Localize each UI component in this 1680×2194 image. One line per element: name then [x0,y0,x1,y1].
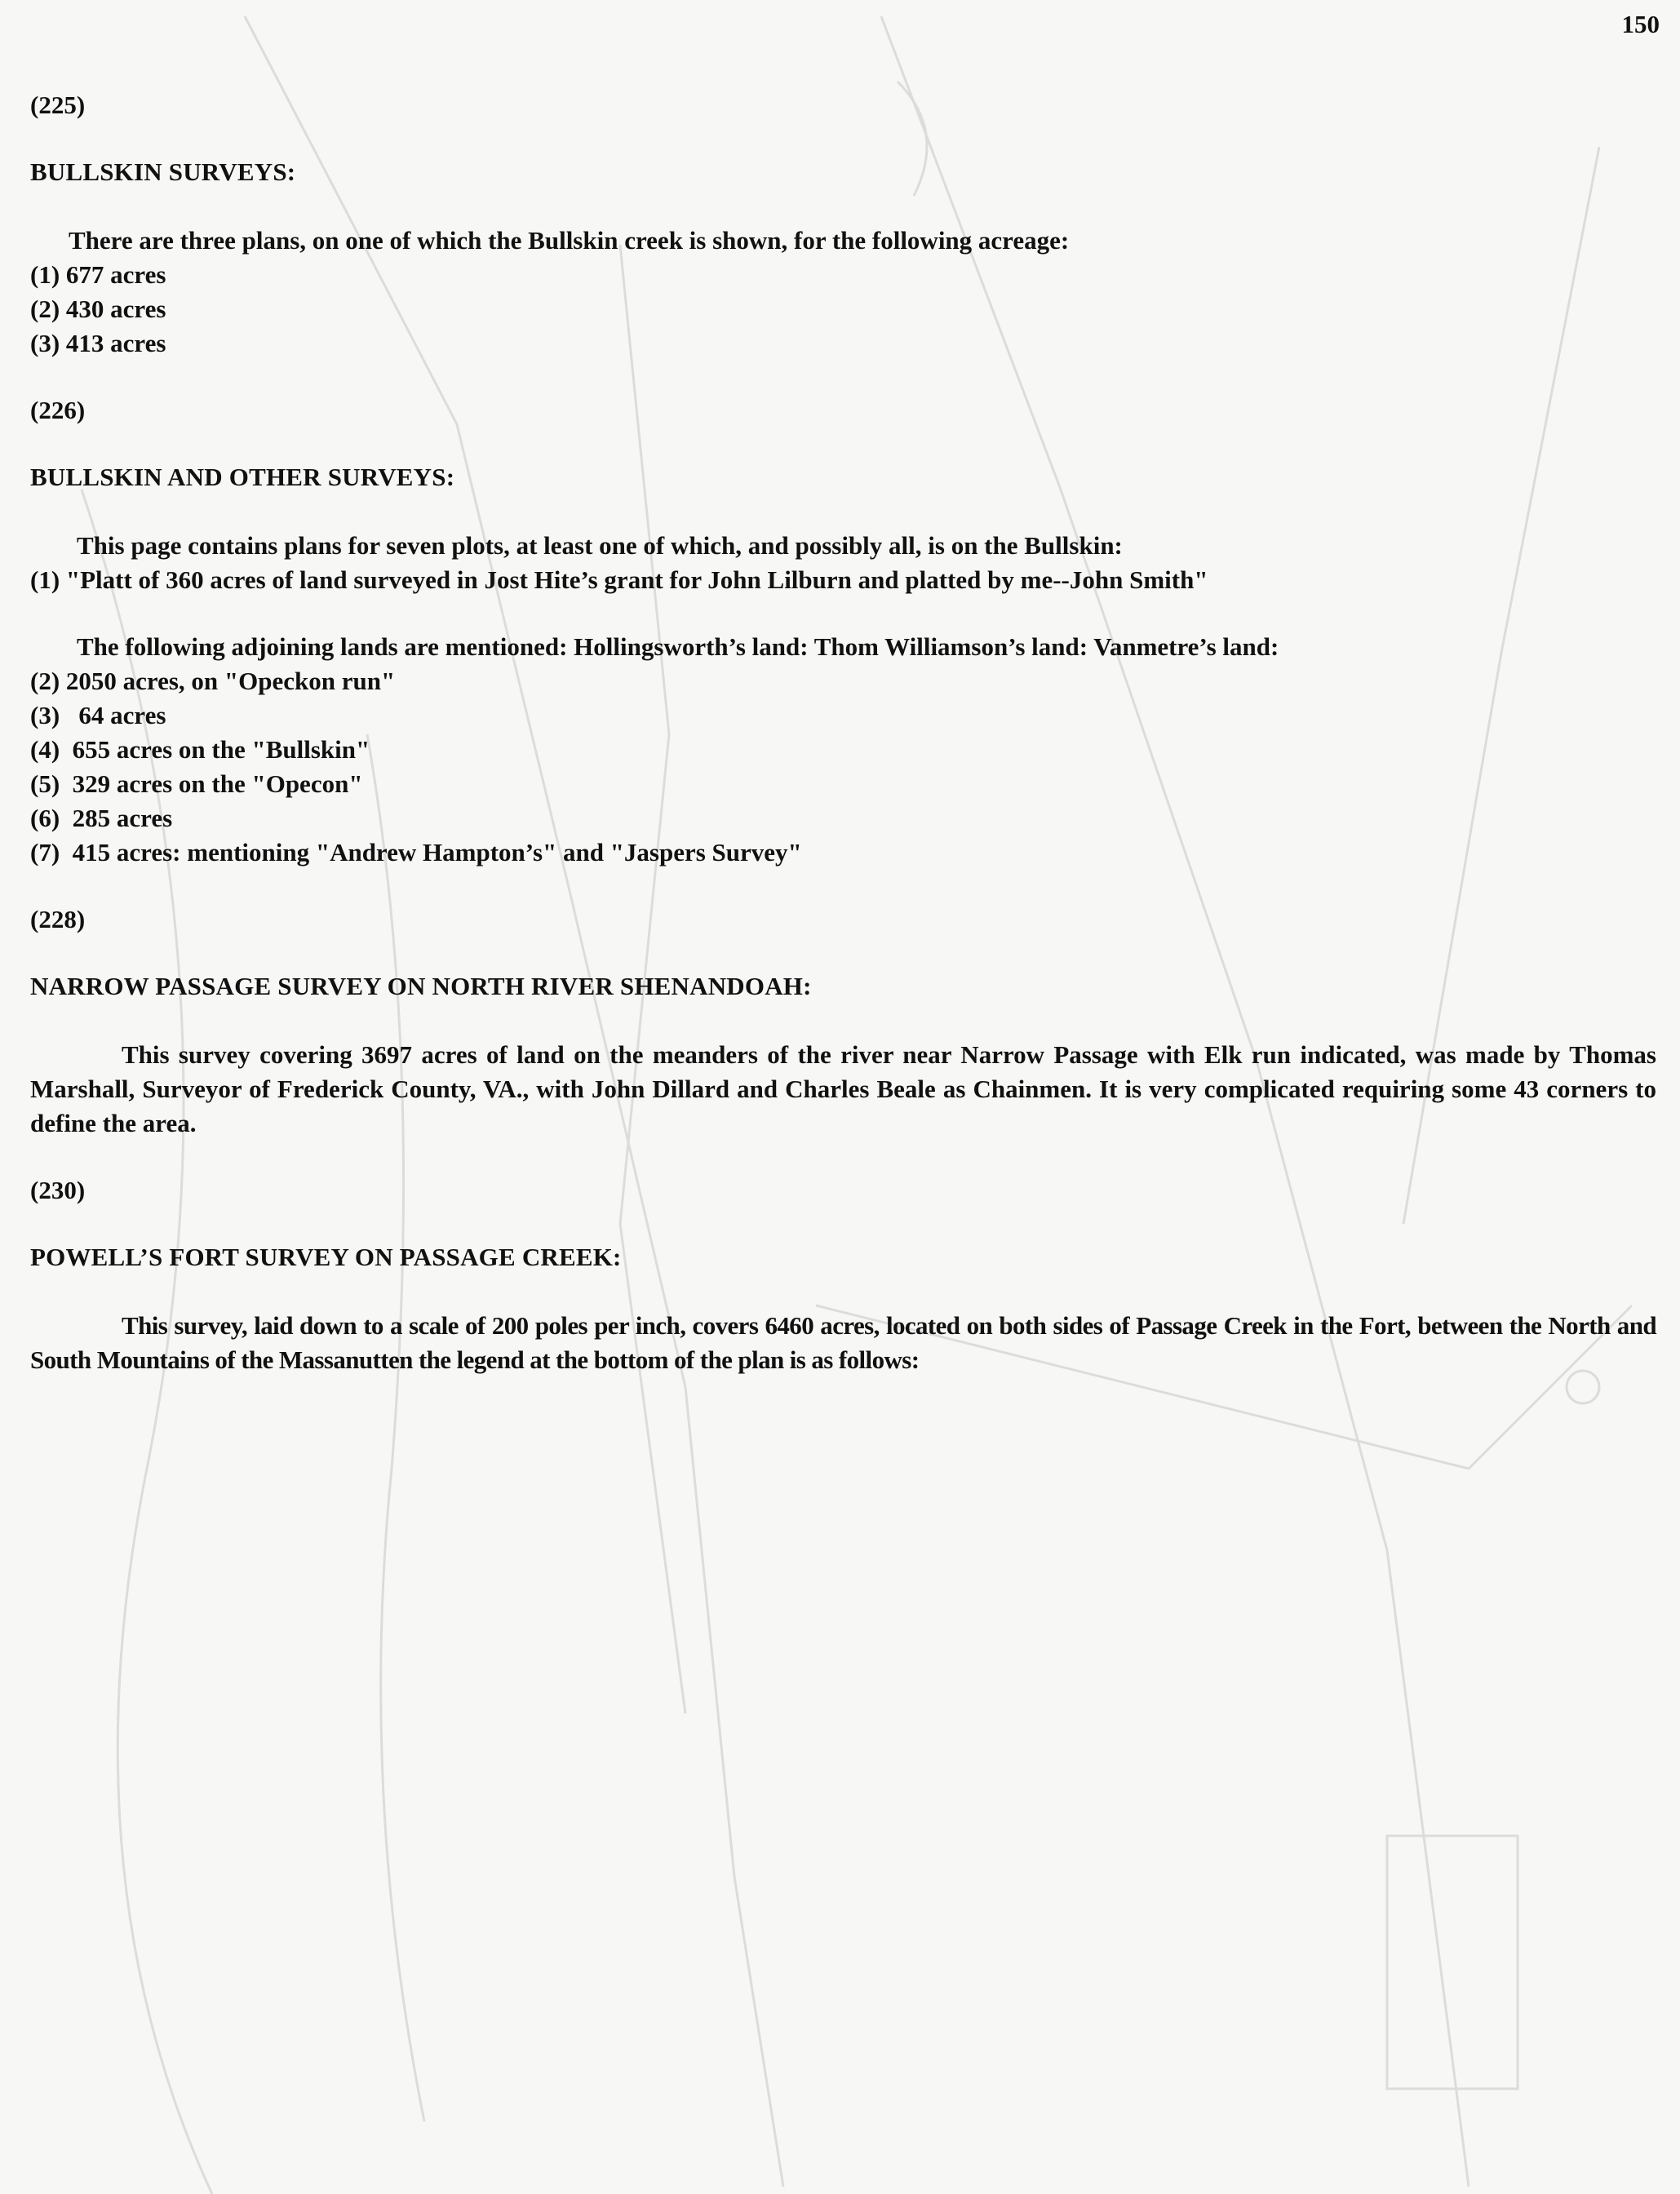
section-intro: This page contains plans for seven plots, at least one of which, and possibly all, is on the Bullskin: [77,531,1123,560]
list-item: (6) 285 acres [30,804,173,832]
section-heading-bullskin-surveys: BULLSKIN SURVEYS: [30,157,296,186]
list-item: (2) 2050 acres, on "Opeckon run" [30,667,396,695]
list-item: (7) 415 acres: mentioning "Andrew Hampton’s" and "Jaspers Survey" [30,838,802,867]
entry-number-225: (225) [30,91,86,119]
list-item: (5) 329 acres on the "Opecon" [30,769,363,798]
adjoining-lands-text: The following adjoining lands are mentioned: Hollingsworth’s land: Thom Williamson’s land: Vanmetre’s land: [77,632,1279,661]
list-item: (3) 413 acres [30,329,166,357]
section-heading-bullskin-and-other: BULLSKIN AND OTHER SURVEYS: [30,463,455,491]
list-item: (1) "Platt of 360 acres of land surveyed in Jost Hite’s grant for John Lilburn and platted by me--John Smith" [30,565,1208,594]
section-intro: There are three plans, on one of which the Bullskin creek is shown, for the following acreage: [69,226,1070,255]
document-body [30,88,1656,1377]
entry-number-228: (228) [30,905,86,933]
section-heading-narrow-passage: NARROW PASSAGE SURVEY ON NORTH RIVER SHENANDOAH: [30,972,812,1000]
acreage-list [30,258,1656,361]
entry-number-226: (226) [30,396,86,424]
page-number: 150 [1621,10,1660,38]
section-body: This survey, laid down to a scale of 200 poles per inch, covers 6460 acres, located on both sides of Passage Creek in the Fort, between the North and South Mountains of the Massanutten the legend at the bottom of the plan is as follows: [30,1311,1656,1374]
list-item: (2) 430 acres [30,295,166,323]
list-item: (3) 64 acres [30,701,166,729]
section-body: This survey covering 3697 acres of land on the meanders of the river near Narrow Passage with Elk run indicated, was made by Thomas Marshall, Surveyor of Frederick County, VA., with John Dillard and Charles Beale as Chainmen. It is very complicated requiring some 43 corners to define the area. [30,1040,1656,1137]
entry-number-230: (230) [30,1176,86,1204]
section-heading-powells-fort: POWELL’S FORT SURVEY ON PASSAGE CREEK: [30,1243,622,1271]
list-item: (4) 655 acres on the "Bullskin" [30,735,370,764]
acreage-list [30,664,1656,870]
list-item: (1) 677 acres [30,260,166,289]
